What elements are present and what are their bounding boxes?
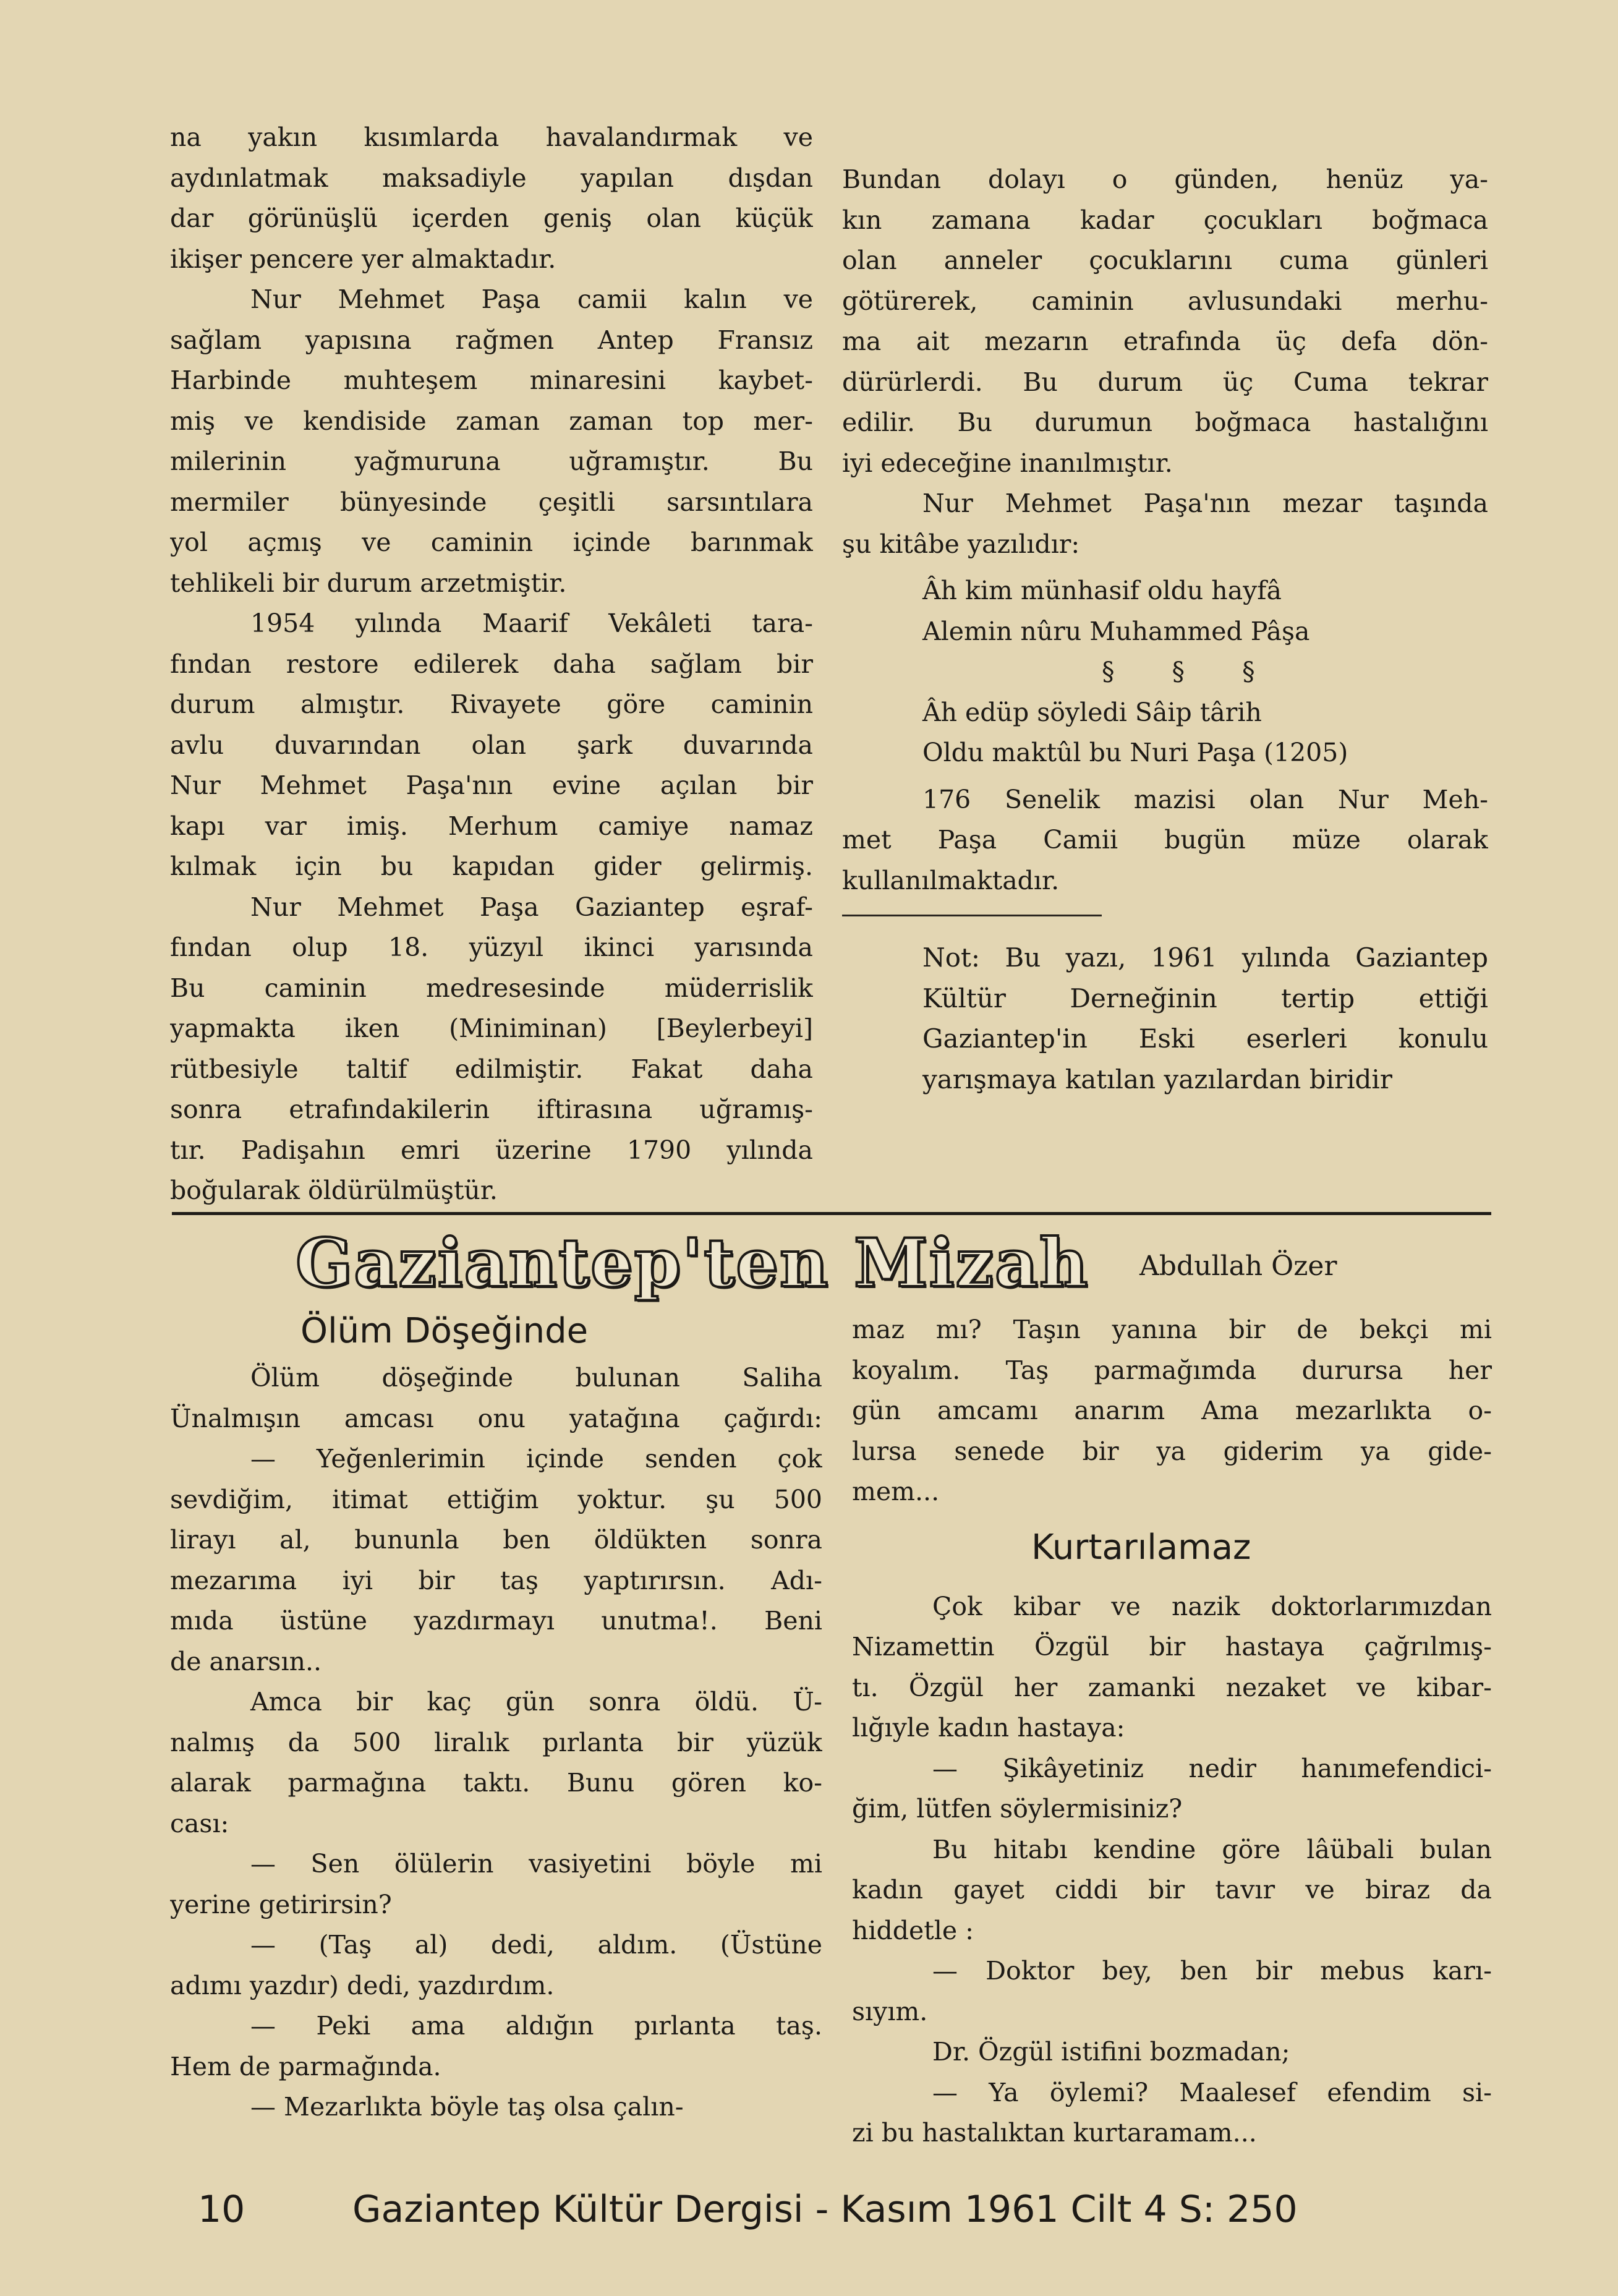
- text-line: Nizamettin Özgül bir hastaya çağrılmış-: [852, 1632, 1492, 1662]
- text-line: yarışmaya katılan yazılardan biridir: [922, 1064, 1392, 1095]
- text-line: ikişer pencere yer almaktadır.: [170, 244, 556, 274]
- text-line: sonra etrafındakilerin iftirasına uğramış-: [170, 1095, 813, 1124]
- article-note: [842, 937, 1488, 1099]
- page-number: 10: [198, 2188, 245, 2231]
- text-line: met Paşa Camii bugün müze olarak: [842, 825, 1488, 855]
- text-line: kın zamana kadar çocukları boğmaca: [842, 205, 1488, 235]
- text-line: mermiler bünyesinde çeşitli sarsıntılara: [170, 487, 813, 517]
- text-line: Ünalmışın amcası onu yatağına çağırdı:: [170, 1403, 822, 1433]
- text-line: maz mı? Taşın yanına bir de bekçi mi: [852, 1315, 1492, 1344]
- masthead-title: Gaziantep'ten Mizah: [296, 1224, 1089, 1302]
- text-line: § § §: [1102, 657, 1280, 686]
- text-line: — Ya öylemi? Maalesef efendim si-: [932, 2077, 1492, 2107]
- text-line: lirayı al, bununla ben öldükten sonra: [170, 1525, 822, 1555]
- text-line: Bundan dolayı o günden, henüz ya-: [842, 164, 1488, 194]
- text-line: Âh edüp söyledi Sâip târih: [922, 697, 1262, 727]
- inscription-verse: [842, 571, 1488, 774]
- text-line: Bu hitabı kendine göre lâübali bulan: [932, 1834, 1492, 1864]
- text-line: Dr. Özgül istifini bozmadan;: [932, 2037, 1290, 2067]
- text-line: sevdiğim, itimat ettiğim yoktur. şu 500: [170, 1484, 822, 1514]
- text-line: Hem de parmağında.: [170, 2051, 441, 2081]
- text-line: boğularak öldürülmüştür.: [170, 1176, 498, 1205]
- text-line: — Mezarlıkta böyle taş olsa çalın-: [250, 2092, 684, 2122]
- text-line: Ölüm döşeğinde bulunan Saliha: [250, 1363, 822, 1393]
- text-line: şu kitâbe yazılıdır:: [842, 529, 1080, 559]
- column-top-left: [170, 117, 813, 1211]
- column-top-right: [842, 160, 1488, 1099]
- text-line: Bu caminin medresesinde müderrislik: [170, 973, 813, 1003]
- text-line: alarak parmağına taktı. Bunu gören ko-: [170, 1768, 822, 1798]
- text-line: — (Taş al) dedi, aldım. (Üstüne: [250, 1930, 822, 1960]
- text-line: durum almıştır. Rivayete göre caminin: [170, 689, 813, 719]
- column-bottom-right: [852, 1310, 1492, 2154]
- text-line: kadın gayet ciddi bir tavır ve biraz da: [852, 1875, 1492, 1905]
- article-ending: [842, 780, 1488, 902]
- text-line: Âh kim münhasif oldu hayfâ: [922, 576, 1282, 605]
- text-line: — Yeğenlerimin içinde senden çok: [250, 1444, 822, 1474]
- section-divider: [172, 1212, 1491, 1215]
- text-line: lursa senede bir ya giderim ya gide-: [852, 1436, 1492, 1466]
- text-line: miş ve kendiside zaman zaman top mer-: [170, 406, 813, 436]
- text-line: yapmakta iken (Miniminan) [Beylerbeyi]: [170, 1014, 813, 1043]
- page-footer: [198, 2188, 1490, 2231]
- text-line: avlu duvarından olan şark duvarında: [170, 730, 813, 760]
- text-line: mezarıma iyi bir taş yaptırırsın. Adı-: [170, 1565, 822, 1595]
- text-line: Çok kibar ve nazik doktorlarımızdan: [932, 1591, 1492, 1621]
- text-line: mem...: [852, 1477, 940, 1506]
- text-line: nalmış da 500 liralık pırlanta bir yüzük: [170, 1727, 822, 1757]
- text-line: Gaziantep'in Eski eserleri konulu: [922, 1023, 1488, 1054]
- author-name: Abdullah Özer: [1139, 1250, 1337, 1282]
- article-continuation: [842, 160, 1488, 565]
- story-kurtarilamaz-text: [852, 1587, 1492, 2154]
- story-olum-continuation: [852, 1310, 1492, 1513]
- text-line: de anarsın..: [170, 1646, 322, 1676]
- text-line: ğim, lütfen söylermisiniz?: [852, 1794, 1183, 1824]
- text-line: sıyım.: [852, 1996, 928, 2026]
- text-line: iyi edeceğine inanılmıştır.: [842, 448, 1173, 478]
- text-line: cası:: [170, 1808, 229, 1838]
- story-olum-text: [170, 1358, 822, 2128]
- text-line: 1954 yılında Maarif Vekâleti tara-: [250, 608, 813, 638]
- text-line: kapı var imiş. Merhum camiye namaz: [170, 811, 813, 841]
- text-line: adımı yazdır) dedi, yazdırdım.: [170, 1970, 555, 2000]
- text-line: — Peki ama aldığın pırlanta taş.: [250, 2011, 822, 2041]
- text-line: Nur Mehmet Paşa'nın mezar taşında: [922, 489, 1488, 518]
- text-line: kullanılmaktadır.: [842, 865, 1060, 895]
- text-line: koyalım. Taş parmağımda durursa her: [852, 1355, 1492, 1385]
- story-title-olum: Ölüm Döşeğinde: [300, 1311, 589, 1351]
- text-line: milerinin yağmuruna uğramıştır. Bu: [170, 446, 813, 476]
- text-line: Oldu maktûl bu Nuri Paşa (1205): [922, 738, 1348, 767]
- text-line: Kültür Derneğinin tertip ettiği: [922, 983, 1488, 1014]
- text-line: tır. Padişahın emri üzerine 1790 yılında: [170, 1135, 813, 1165]
- text-line: fından olup 18. yüzyıl ikinci yarısında: [170, 932, 813, 962]
- text-line: Nur Mehmet Paşa camii kalın ve: [250, 284, 813, 314]
- text-line: tehlikeli bir durum arzetmiştir.: [170, 568, 567, 598]
- text-line: kılmak için bu kapıdan gider gelirmiş.: [170, 851, 813, 881]
- text-line: na yakın kısımlarda havalandırmak ve: [170, 122, 813, 152]
- text-line: mıda üstüne yazdırmayı unutma!. Beni: [170, 1606, 822, 1636]
- text-line: dar görünüşlü içerden geniş olan küçük: [170, 203, 813, 233]
- text-line: zi bu hastalıktan kurtaramam...: [852, 2118, 1257, 2148]
- text-line: yerine getirirsin?: [170, 1889, 392, 1919]
- text-line: olan anneler çocuklarını cuma günleri: [842, 245, 1488, 275]
- text-line: gün amcamı anarım Ama mezarlıkta o-: [852, 1396, 1492, 1425]
- text-line: lığıyle kadın hastaya:: [852, 1713, 1125, 1743]
- text-line: hiddetle :: [852, 1915, 974, 1945]
- text-line: sağlam yapısına rağmen Antep Fransız: [170, 325, 813, 355]
- note-divider: [842, 915, 1102, 916]
- text-line: fından restore edilerek daha sağlam bir: [170, 649, 813, 679]
- text-line: Harbinde muhteşem minaresini kaybet-: [170, 365, 813, 395]
- text-line: Nur Mehmet Paşa Gaziantep eşraf-: [250, 892, 813, 922]
- text-line: edilir. Bu durumun boğmaca hastalığını: [842, 408, 1488, 437]
- text-line: Amca bir kaç gün sonra öldü. Ü-: [250, 1687, 822, 1717]
- text-line: aydınlatmak maksadiyle yapılan dışdan: [170, 163, 813, 193]
- footer-text: Gaziantep Kültür Dergisi - Kasım 1961 Cilt 4 S: 250: [352, 2188, 1298, 2231]
- text-line: 176 Senelik mazisi olan Nur Meh-: [922, 784, 1488, 814]
- text-line: Nur Mehmet Paşa'nın evine açılan bir: [170, 770, 813, 800]
- text-line: — Doktor bey, ben bir mebus karı-: [932, 1956, 1492, 1986]
- text-line: götürerek, caminin avlusundaki merhu-: [842, 286, 1488, 316]
- text-line: dürürlerdi. Bu durum üç Cuma tekrar: [842, 367, 1488, 397]
- text-line: tı. Özgül her zamanki nezaket ve kibar-: [852, 1672, 1492, 1702]
- text-line: yol açmış ve caminin içinde barınmak: [170, 527, 813, 557]
- text-line: Alemin nûru Muhammed Pâşa: [922, 616, 1310, 646]
- story-title-kurtarilamaz: Kurtarılamaz: [1031, 1527, 1251, 1568]
- text-line: — Şikâyetiniz nedir hanımefendici-: [932, 1753, 1492, 1783]
- text-line: — Sen ölülerin vasiyetini böyle mi: [250, 1849, 822, 1879]
- text-line: ma ait mezarın etrafında üç defa dön-: [842, 326, 1488, 356]
- text-line: rütbesiyle taltif edilmiştir. Fakat daha: [170, 1054, 813, 1084]
- text-line: Not: Bu yazı, 1961 yılında Gaziantep: [922, 942, 1488, 973]
